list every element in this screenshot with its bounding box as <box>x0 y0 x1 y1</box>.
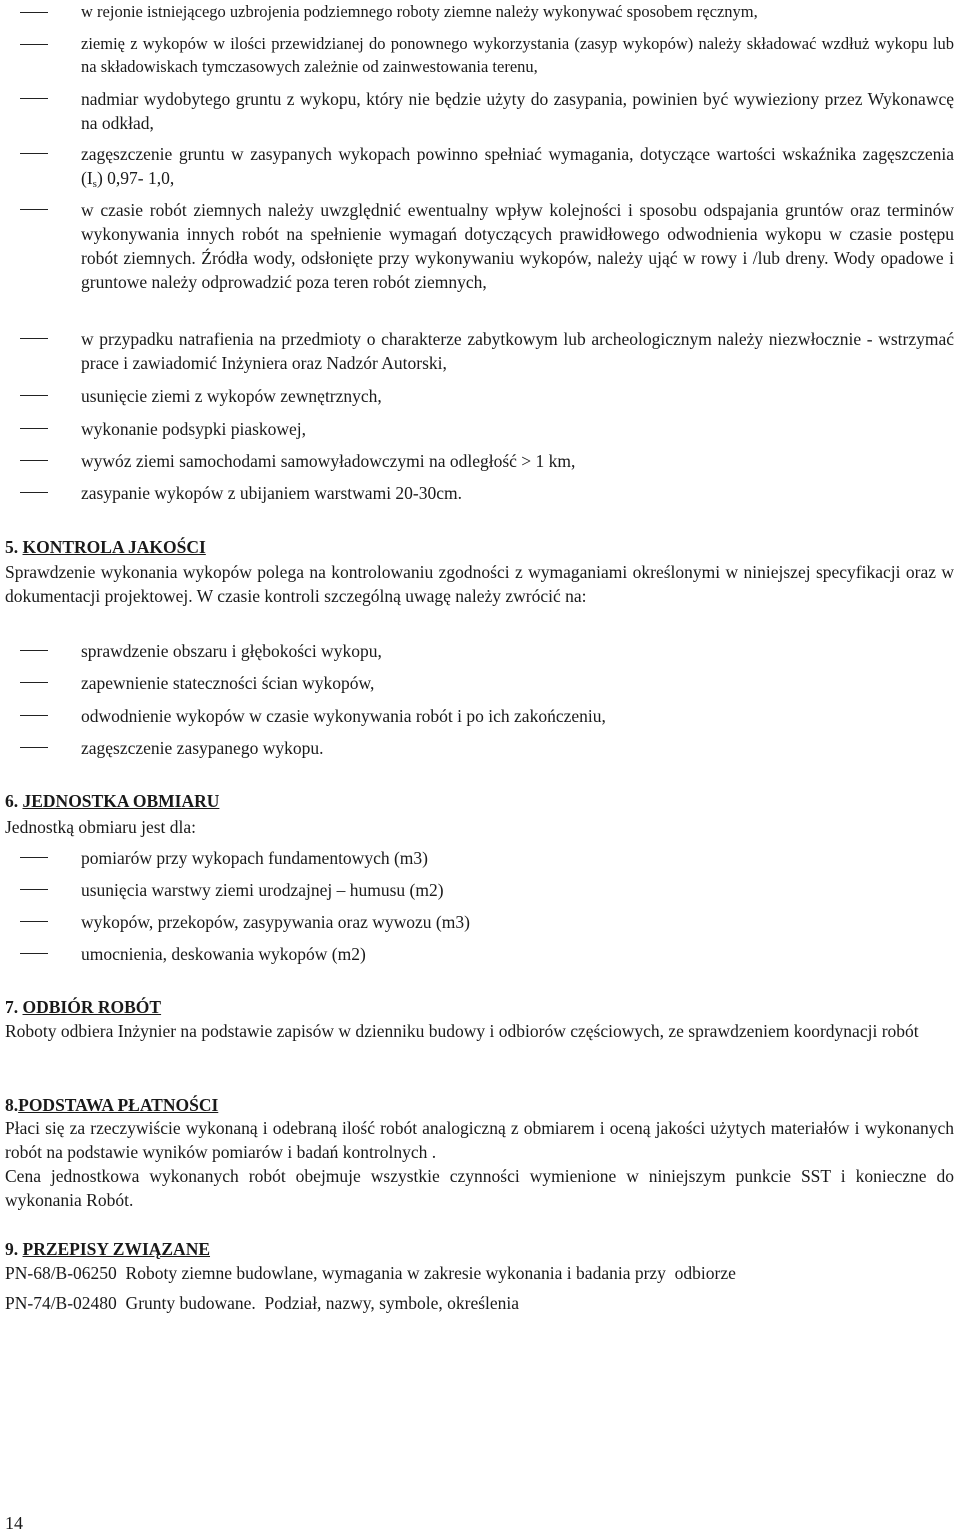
dash-bullet-icon <box>20 492 48 493</box>
dash-bullet-icon <box>20 682 48 683</box>
dash-bullet-icon <box>20 44 48 45</box>
dash-bullet-icon <box>20 395 48 396</box>
section-heading-9: 9. PRZEPISY ZWIĄZANE <box>5 1239 211 1259</box>
section-heading-8: 8.PODSTAWA PŁATNOŚCI <box>5 1095 219 1115</box>
dash-bullet-icon <box>20 650 48 651</box>
standard-reference: PN-74/B-02480 Grunty budowane. Podział, nazwy, symbole, określenia <box>5 1293 520 1313</box>
document-page: w rejonie istniejącego uzbrojenia podziemnego roboty ziemne należy wykonywać sposobem ręcznym, ziemię z wykopów w ilości przewidzianej do ponownego wykorzystania (zasyp wykopów) należy składować wzdłuż wykopu lub na składowiskach tymczasowych zależnie od zainwestowania terenu, nadmiar wydobytego gruntu z wykopu, który nie będzie użyty do zasypania, powinien być wywieziony przez Wykonawcę na odkład, zagęszczenie gruntu w zasypanych wykopach powinno spełniać wymagania, dotyczące wartości wskaźnika zagęszczenia $(I_s)$ 0,97- 1,0, w czasie robót ziemnych należy uwzględnić ewentualny wpływ kolejności i sposobu odspajania gruntów oraz terminów wykonywania innych robót na spełnienie wymagań dotyczących prawidłowego odwodnienia wykopu w czasie postępu robót ziemnych. Źródła wody, odsłonięte przy wykonywaniu wykopów, należy ująć w rowy i /lub dreny. Wody opadowe i gruntowe należy odprowadzić poza teren robót ziemnych, w przypadku natrafienia na przedmioty o charakterze zabytkowym lub archeologicznym należy niezwłocznie - wstrzymać prace i zawiadomić Inżyniera oraz Nadzór Autorski, usunięcie ziemi z wykopów zewnętrznych, wykonanie podsypki piaskowej, wywóz ziemi samochodami samowyładowczymi na odległość > 1 km, zasypanie wykopów z ubijaniem warstwami 20-30cm. 5. KONTROLA JAKOŚCI Sprawdzenie wykonania wykopów polega na kontrolowaniu zgodności z wymaganiami określonymi w niniejszej specyfikacji oraz w dokumentacji projektowej. W czasie kontroli szczególną uwagę należy zwrócić na: sprawdzenie obszaru i głębokości wykopu, zapewnienie stateczności ścian wykopów, odwodnienie wykopów w czasie wykonywania robót i po ich zakończeniu, zagęszczenie zasypanego wykopu. 6. JEDNOSTKA OBMIARU Jednostką obmiaru jest dla: pomiarów przy wykopach fundamentowych (m3) usunięcia warstwy ziemi urodzajnej – humusu (m2) wykopów, przekopów, zasypywania oraz wywozu (m3) umocnienia, deskowania wykopów (m2) 7. ODBIÓR ROBÓT Roboty odbiera Inżynier na podstawie zapisów w dzienniku budowy i odbiorów częściowych, ze sprawdzeniem koordynacji robót 8.PODSTAWA PŁATNOŚCI Płaci się za rzeczywiście wykonaną i odebraną ilość robót analogiczną z obmiarem i oceną jakości użytych materiałów i wykonanych robót na podstawie wyników pomiarów i badań kontrolnych . Cena jednostkowa wykonanych robót obejmuje wszystkie czynności wymienione w niniejszym punkcie SST i konieczne do wykonania Robót. 9. PRZEPISY ZWIĄZANE PN-68/B-06250 Roboty ziemne budowlane, wymagania w zakresie wykonania i badania przy odbiorze PN-74/B-02480 Grunty budowane. Podział, nazwy, symbole, określenia 14 <box>5 2 954 1533</box>
dash-bullet-icon <box>20 12 48 13</box>
dash-bullet-icon <box>20 209 48 210</box>
dash-bullet-icon <box>20 98 48 99</box>
dash-bullet-icon <box>20 953 48 954</box>
standard-reference: PN-68/B-06250 Roboty ziemne budowlane, wymagania w zakresie wykonania i badania przy odbiorze <box>5 1263 736 1283</box>
dash-bullet-icon <box>20 921 48 922</box>
dash-bullet-icon <box>20 715 48 716</box>
dash-bullet-icon <box>20 428 48 429</box>
section-heading-7: 7. ODBIÓR ROBÓT <box>5 997 162 1017</box>
section-heading-5: 5. KONTROLA JAKOŚCI <box>5 537 206 557</box>
dash-bullet-icon <box>20 460 48 461</box>
section-paragraph: Roboty odbiera Inżynier na podstawie zapisów w dzienniku budowy i odbiorów częściowych, ze sprawdzeniem koordynacji robót <box>5 1021 919 1041</box>
section-paragraph: Sprawdzenie wykonania wykopów polega na kontrolowaniu zgodności z wymaganiami określonymi w niniejszej specyfikacji oraz w dokumentacji projektowej. W czasie kontroli szczególną uwagę należy zwrócić na: <box>5 562 954 606</box>
dash-bullet-icon <box>20 747 48 748</box>
dash-bullet-icon <box>20 153 48 154</box>
dash-bullet-icon <box>20 889 48 890</box>
section-paragraph: Cena jednostkowa wykonanych robót obejmuje wszystkie czynności wymienione w niniejszym punkcie SST i konieczne do wykonania Robót. <box>5 1166 954 1210</box>
section-heading-6: 6. JEDNOSTKA OBMIARU <box>5 791 220 811</box>
page-number: 14 <box>5 1513 23 1533</box>
section-paragraph: Jednostką obmiaru jest dla: <box>5 817 197 837</box>
section-paragraph: Płaci się za rzeczywiście wykonaną i odebraną ilość robót analogiczną z obmiarem i oceną jakości użytych materiałów i wykonanych robót na podstawie wyników pomiarów i badań kontrolnych . <box>5 1118 954 1162</box>
dash-bullet-icon <box>20 857 48 858</box>
dash-bullet-icon <box>20 338 48 339</box>
